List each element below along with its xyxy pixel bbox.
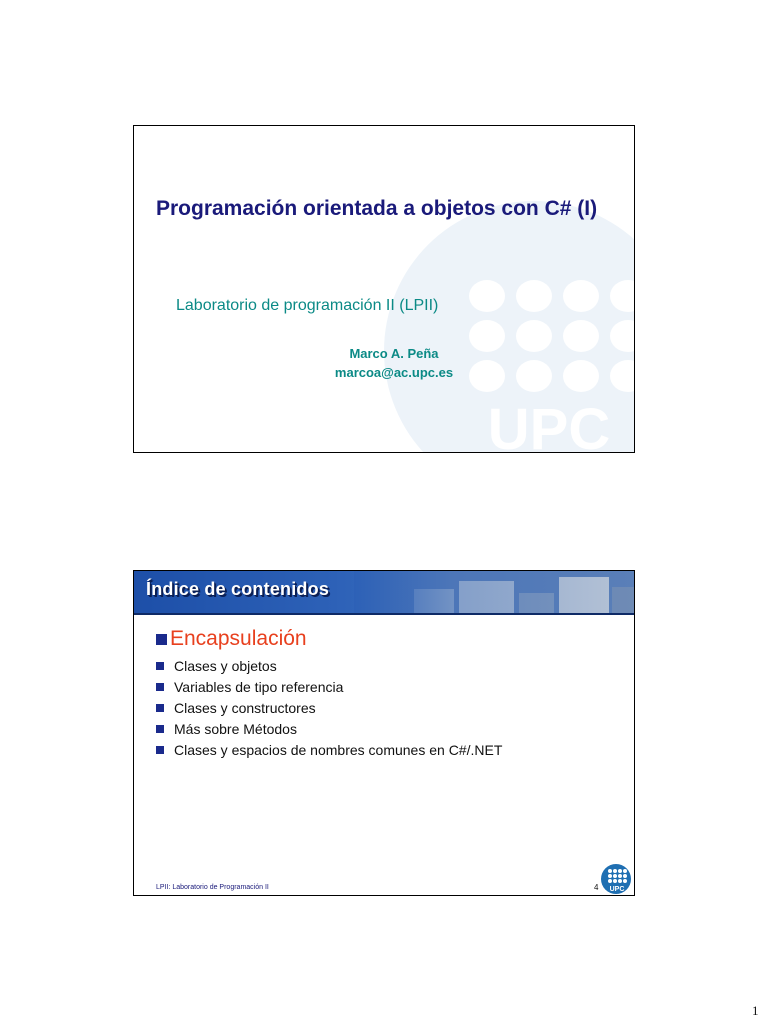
list-item xyxy=(156,676,502,697)
toc-list xyxy=(156,655,502,760)
page-number: 1 xyxy=(752,1003,759,1018)
upc-watermark-logo xyxy=(364,201,635,462)
author-block xyxy=(134,344,635,382)
square-bullet-icon xyxy=(156,725,164,733)
list-item-label: Más sobre Métodos xyxy=(174,720,297,737)
slide-footer: LPII: Laboratorio de Programación II xyxy=(156,884,269,891)
watermark-upc-text: UPC xyxy=(487,397,611,462)
square-bullet-icon xyxy=(156,634,167,645)
slide-title: Programación orientada a objetos con C# (I) xyxy=(156,197,598,220)
list-item xyxy=(156,697,502,718)
square-bullet-icon xyxy=(156,683,164,691)
upc-logo-icon xyxy=(600,863,632,895)
contents-slide xyxy=(133,570,635,896)
title-slide xyxy=(133,125,635,462)
list-item-label: Clases y objetos xyxy=(174,657,277,674)
header-title: Índice de contenidos xyxy=(146,579,330,599)
list-item xyxy=(156,655,502,676)
square-bullet-icon xyxy=(156,704,164,712)
author-email: marcoa@ac.upc.es xyxy=(334,365,454,380)
square-bullet-icon xyxy=(156,746,164,754)
slide-header xyxy=(134,571,634,615)
list-item xyxy=(156,718,502,739)
header-campus-photo xyxy=(354,571,634,613)
list-item-label: Clases y espacios de nombres comunes en C#/.NET xyxy=(174,741,503,758)
toc-main-label: Encapsulación xyxy=(170,627,307,650)
slide-subtitle: Laboratorio de programación II (LPII) xyxy=(176,297,439,314)
toc-main-item xyxy=(156,626,307,652)
list-item xyxy=(156,739,502,760)
author-name: Marco A. Peña xyxy=(349,346,439,361)
list-item-label: Variables de tipo referencia xyxy=(174,678,344,695)
slide-page-number: 4 xyxy=(594,883,599,892)
mini-logo-text: UPC xyxy=(609,886,625,893)
square-bullet-icon xyxy=(156,662,164,670)
list-item-label: Clases y constructores xyxy=(174,699,316,716)
